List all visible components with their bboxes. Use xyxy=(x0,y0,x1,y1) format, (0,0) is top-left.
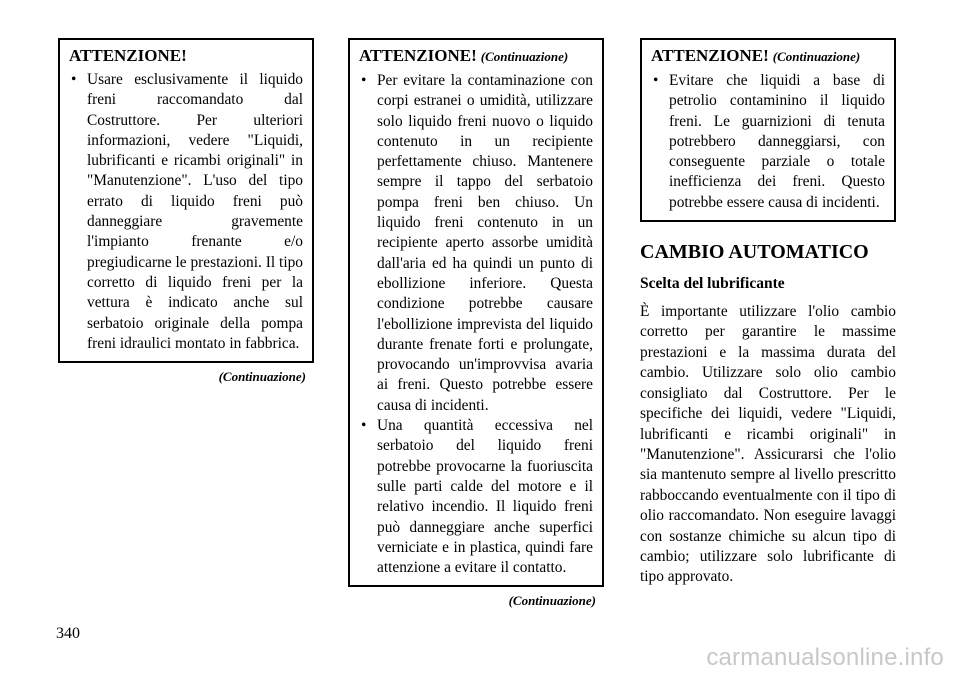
warning-item: • Una quantità eccessiva nel serbatoio del liquido freni potrebbe provocarne la fuoriuscita sulle parti calde del motore e il relativo incendio. Il liquido freni può danneggiare anche superfici verniciate e in plastica, quindi fare attenzione a evitare il contatto. xyxy=(359,416,593,578)
warning-item: • Per evitare la contaminazione con corpi estranei o umidità, utilizzare solo liquido freni nuovo o liquido contenuto in un recipiente perfettamente chiuso. Mantenere sempre il tappo del serbatoio pompa freni ben chiuso. Un liquido freni contenuto in un recipiente aperto assorbe umidità dall'aria ed ha quindi un punto di ebollizione inferiore. Questa condizione potrebbe causare l'ebollizione imprevista del liquido durante frenate forti e prolungate, provocando un'improvvisa avaria ai freni. Questo potrebbe essere causa di incidenti. xyxy=(359,71,593,416)
watermark: carmanualsonline.info xyxy=(706,644,944,671)
warning-heading: ATTENZIONE! xyxy=(69,46,187,65)
column-middle xyxy=(348,38,604,609)
section-body: È importante utilizzare l'olio cambio corretto per garantire le massime prestazioni e la massima durata del cambio. Utilizzare solo olio cambio consigliato dal Costruttore. Per le specifiche dei liquidi, vedere "Liquidi, lubrificanti e ricambi originali" in "Manutenzione". Assicurarsi che l'olio sia mantenuto sempre al livello prescritto rabboccando eventualmente con il tipo di olio raccomandato. Non eseguire lavaggi con sostanze chimiche su alcun tipo di cambio; utilizzare solo lubrificante di tipo approvato. xyxy=(640,303,896,586)
warning-list xyxy=(651,71,885,213)
continuation-note: (Continuazione) xyxy=(218,369,306,385)
page-number: 340 xyxy=(56,625,80,642)
continuation-tag: (Continuazione) xyxy=(480,49,569,64)
warning-box xyxy=(640,38,896,222)
continuation-note: (Continuazione) xyxy=(508,593,596,609)
warning-heading: ATTENZIONE! (Continuazione) xyxy=(359,46,569,65)
continuation-tag: (Continuazione) xyxy=(772,49,861,64)
warning-list xyxy=(359,71,593,578)
warning-item: • Usare esclusivamente il liquido freni raccomandato dal Costruttore. Per ulteriori informazioni, vedere "Liquidi, lubrificanti e ricambi originali" in "Manutenzione". L'uso del tipo errato di liquido freni può danneggiare gravemente l'impianto frenante e/o pregiudicarne le prestazioni. Il tipo corretto di liquido freni per la vettura è indicato anche sul serbatoio originale della pompa freni idraulici montato in fabbrica. xyxy=(69,70,303,354)
column-right xyxy=(640,38,896,588)
section-title: CAMBIO AUTOMATICO xyxy=(640,241,869,264)
warning-list xyxy=(69,70,303,354)
column-left xyxy=(58,38,314,385)
warning-item: • Evitare che liquidi a base di petrolio contaminino il liquido freni. Le guarnizioni di tenuta potrebbero danneggiarsi, con conseguente parziale o totale inefficienza dei freni. Questo potrebbe essere causa di incidenti. xyxy=(651,71,885,213)
warning-heading: ATTENZIONE! (Continuazione) xyxy=(651,46,861,65)
warning-box xyxy=(348,38,604,587)
warning-box xyxy=(58,38,314,363)
section-subtitle: Scelta del lubrificante xyxy=(640,275,785,293)
